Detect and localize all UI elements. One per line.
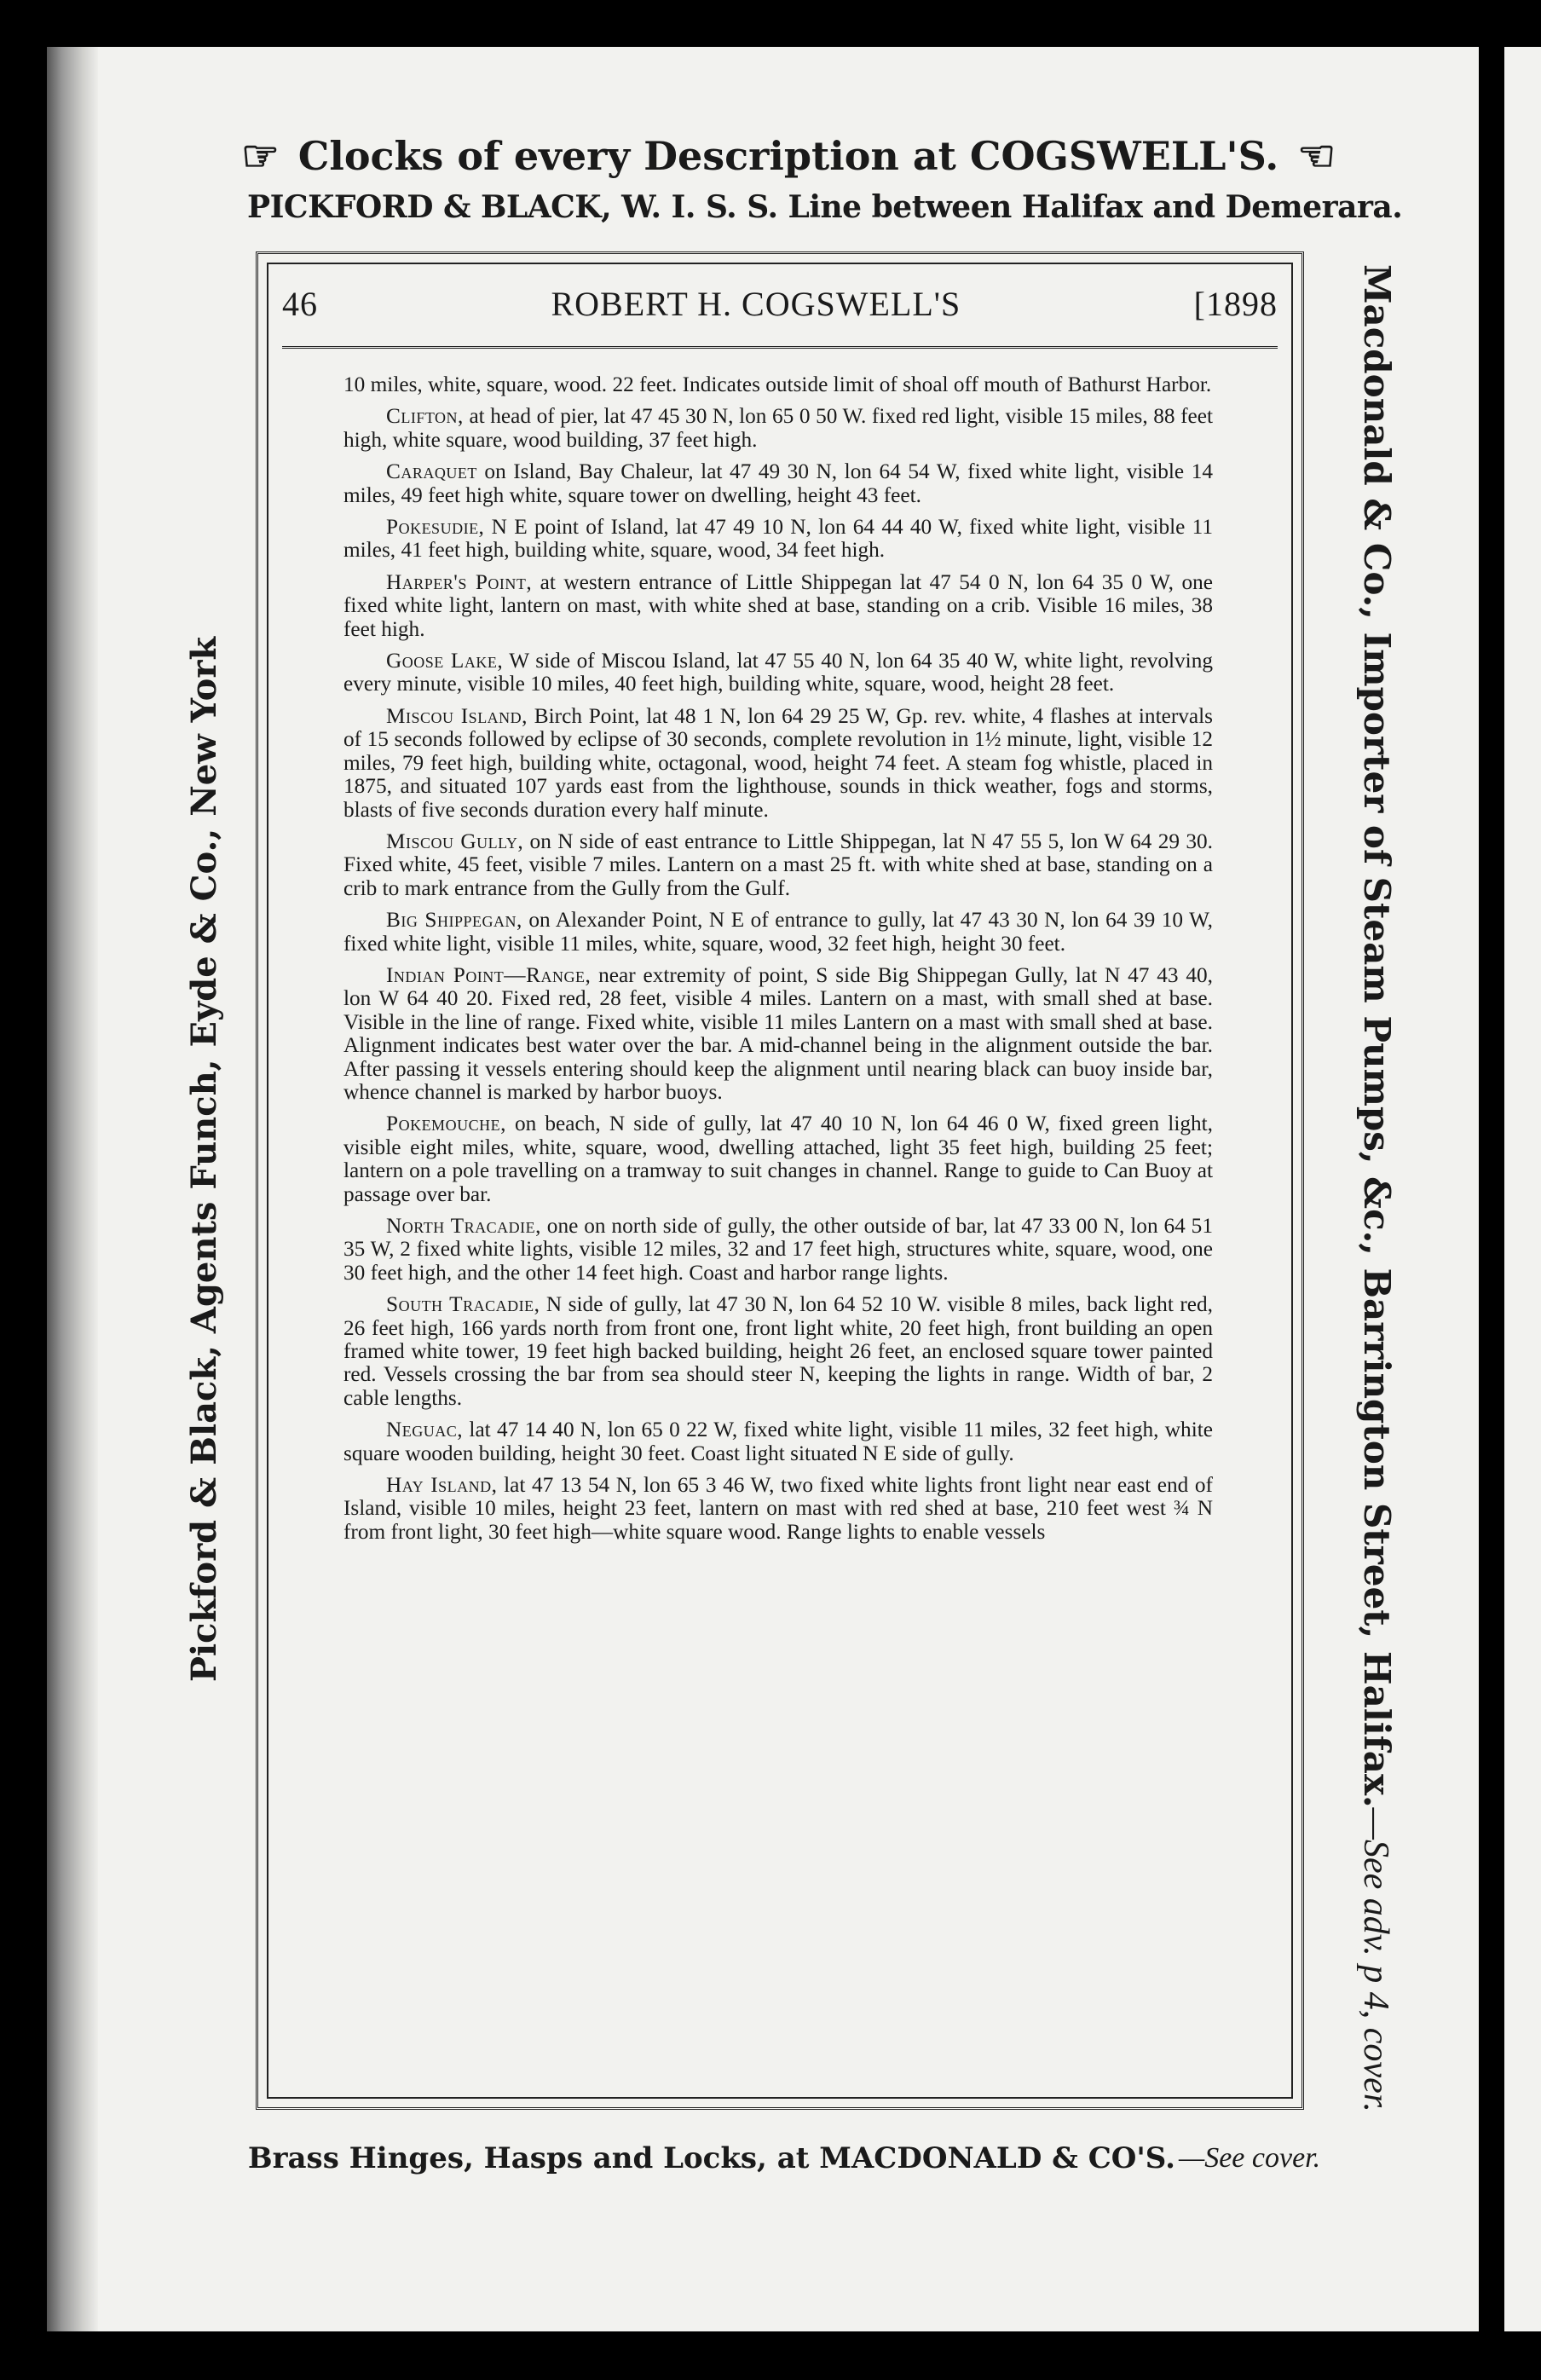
entry-name: North Tracadie,: [386, 1214, 541, 1238]
entry-text: N E point of Island, lat 47 49 10 N, lon 64 44 40 W, fixed white light, visible 11 miles, 41 feet high, building white, square, wood, 34 feet high.: [343, 515, 1213, 563]
entry-text: Birch Point, lat 48 1 N, lon 64 29 25 W, Gp. rev. white, 4 flashes at intervals of 15 seconds followed by eclipse of 30 seconds, complete revolution in 1½ minute, light, visible 12 miles, 79 feet high, building white, octagonal, wood, height 74 feet. A steam fog whistle, placed in 1875, and situated 107 yards east from the lighthouse, sounds in thick weather, fogs and storms, blasts of five seconds duration every half minute.: [343, 703, 1213, 822]
lighthouse-entry: [343, 516, 1213, 563]
lighthouse-entry: [343, 650, 1213, 696]
entry-name: South Tracadie,: [386, 1292, 540, 1317]
entry-text: on Alexander Point, N E of entrance to gully, lat 47 43 30 N, lon 64 39 10 W, fixed white light, visible 11 miles, white, square, wood, 32 feet high, height 30 feet.: [343, 908, 1213, 956]
lighthouse-entry: [343, 405, 1213, 452]
running-year: [1898: [1193, 284, 1278, 323]
right-advert-italic: —See adv. p 4, cover.: [1356, 1807, 1395, 2112]
entry-name: Big Shippegan,: [386, 908, 522, 933]
lighthouse-entry: [343, 571, 1213, 641]
right-advert-main: Macdonald & Co., Importer of Steam Pumps, &c., Barrington Street, Halifax.: [1356, 264, 1398, 1808]
lighthouse-entry: [343, 705, 1213, 822]
lighthouse-entry: [343, 830, 1213, 900]
left-margin-advert-text: Pickford & Black, Agents Funch, Eyde & Co., New York: [184, 636, 224, 1683]
entry-text: at head of pier, lat 47 45 30 N, lon 65 0 50 W. fixed red light, visible 15 miles, 88 feet high, white square, wood building, 37 feet high.: [343, 404, 1213, 452]
lighthouse-entries: [343, 373, 1213, 2095]
entry-name: Caraquet: [386, 459, 477, 484]
text-frame: [256, 251, 1304, 2110]
running-head: [282, 278, 1278, 329]
lighthouse-entry: [343, 909, 1213, 956]
entry-name: Clifton,: [386, 404, 464, 429]
entry-name: Pokesudie,: [386, 515, 485, 540]
lighthouse-entry: [343, 1215, 1213, 1285]
second-advert-line: PICKFORD & BLACK, W. I. S. S. Line between Halifax and Demerara.: [247, 189, 1403, 225]
entry-name: Goose Lake,: [386, 649, 504, 673]
entry-name: Hay Island,: [386, 1473, 498, 1498]
entry-text: N side of gully, lat 47 30 N, lon 64 52 10 W. visible 8 miles, back light red, 26 feet high, 166 yards north from front one, front light white, 20 feet high, front building an open framed white tower, 19 feet high backed building, height 26 feet, an enclosed square tower painted red. Vessels crossing the bar from sea should steer N, keeping the lights in range. Width of bar, 2 cable lengths.: [343, 1292, 1213, 1410]
lighthouse-entry: [343, 1293, 1213, 1410]
entry-name: Miscou Island,: [386, 703, 528, 728]
entry-name: Harper's Point,: [386, 569, 533, 594]
lighthouse-entry: [343, 1474, 1213, 1544]
entry-text: 10 miles, white, square, wood. 22 feet. Indicates outside limit of shoal off mouth of Bathurst Harbor.: [343, 373, 1212, 396]
entry-text: W side of Miscou Island, lat 47 55 40 N, lon 64 35 40 W, white light, revolving every minute, visible 10 miles, 40 feet high, building white, square, wood, height 28 feet.: [343, 649, 1213, 696]
entry-text: lat 47 13 54 N, lon 65 3 46 W, two fixed white lights front light near east end of Island, visible 10 miles, height 23 feet, lantern on mast with red shed at base, 210 feet west ¾ N from front light, 30 feet high—white square wood. Range lights to enable vessels: [343, 1473, 1213, 1544]
entry-name: Indian Point—Range,: [386, 962, 592, 987]
entry-text: on beach, N side of gully, lat 47 40 10 N, lon 64 46 0 W, fixed green light, visible eight miles, white, square, wood, dwelling attached, light 35 feet high, building 25 feet; lantern on a pole travelling on a tramway to suit changes in channel. Range to guide to Can Buoy at passage over bar.: [343, 1112, 1213, 1206]
running-title: ROBERT H. COGSWELL'S: [551, 284, 961, 323]
entry-text: on Island, Bay Chaleur, lat 47 49 30 N, lon 64 54 W, fixed white light, visible 14 miles, 49 feet high white, square tower on dwelling, height 43 feet.: [343, 459, 1213, 507]
right-margin-advert-text: [1347, 264, 1405, 2112]
entry-text: near extremity of point, S side Big Shippegan Gully, lat N 47 43 40, lon W 64 40 20. Fixed red, 28 feet, visible 4 miles. Lantern on a mast, with small shed at base. Visible in the line of range. Fixed white, visible 11 miles Lantern on a mast with small shed at base. Alignment indicates best water over the bar. A mid-channel being in the alignment outside the bar. After passing it vessels entering should keep the alignment until nearing black can buoy inside bar, whence channel is marked by harbor buoys.: [343, 962, 1213, 1104]
page-number: 46: [282, 284, 318, 323]
lighthouse-entry: [343, 1112, 1213, 1206]
entry-text: on N side of east entrance to Little Shippegan, lat N 47 55 5, lon W 64 29 30. Fixed white, 45 feet, visible 7 miles. Lantern on a mast 25 ft. with white shed at base, standing on a crib to mark entrance from the Gully from the Gulf.: [343, 829, 1213, 900]
entry-text: lat 47 14 40 N, lon 65 0 22 W, fixed white light, visible 11 miles, 32 feet high, white square wooden building, height 30 feet. Coast light situated N E side of gully.: [343, 1418, 1213, 1465]
entry-name: Neguac,: [386, 1418, 464, 1442]
entry-name: Pokemouche,: [386, 1112, 506, 1136]
header-rule: [282, 346, 1278, 351]
bottom-advert-line: [247, 2133, 1321, 2184]
lighthouse-entry: [343, 373, 1213, 396]
entry-name: Miscou Gully,: [386, 829, 524, 853]
binding-edge: [47, 47, 98, 2331]
next-page-sliver: [1504, 47, 1541, 2331]
lighthouse-entry: [343, 460, 1213, 507]
lighthouse-entry: [343, 964, 1213, 1104]
top-advert-text: Clocks of every Description at COGSWELL'S.: [297, 133, 1279, 179]
entry-text: at western entrance of Little Shippegan lat 47 54 0 N, lon 64 35 0 W, one fixed white light, lantern on mast, with white shed at base, standing on a crib. Visible 16 miles, 38 feet high.: [343, 569, 1213, 641]
entry-text: one on north side of gully, the other outside of bar, lat 47 33 00 N, lon 64 51 35 W, 2 fixed white lights, visible 12 miles, 32 and 17 feet high, structures white, square, wood, one 30 feet high, and the other 14 feet high. Coast and harbor range lights.: [343, 1214, 1213, 1285]
top-advert-line: [239, 126, 1338, 186]
bottom-advert-italic: —See cover.: [1178, 2142, 1321, 2174]
pointing-hand-left-icon: ☜: [1297, 130, 1336, 181]
pointing-hand-right-icon: ☞: [240, 130, 280, 181]
lighthouse-entry: [343, 1418, 1213, 1465]
bottom-advert-main: Brass Hinges, Hasps and Locks, at MACDONALD & CO'S.: [247, 2141, 1175, 2175]
